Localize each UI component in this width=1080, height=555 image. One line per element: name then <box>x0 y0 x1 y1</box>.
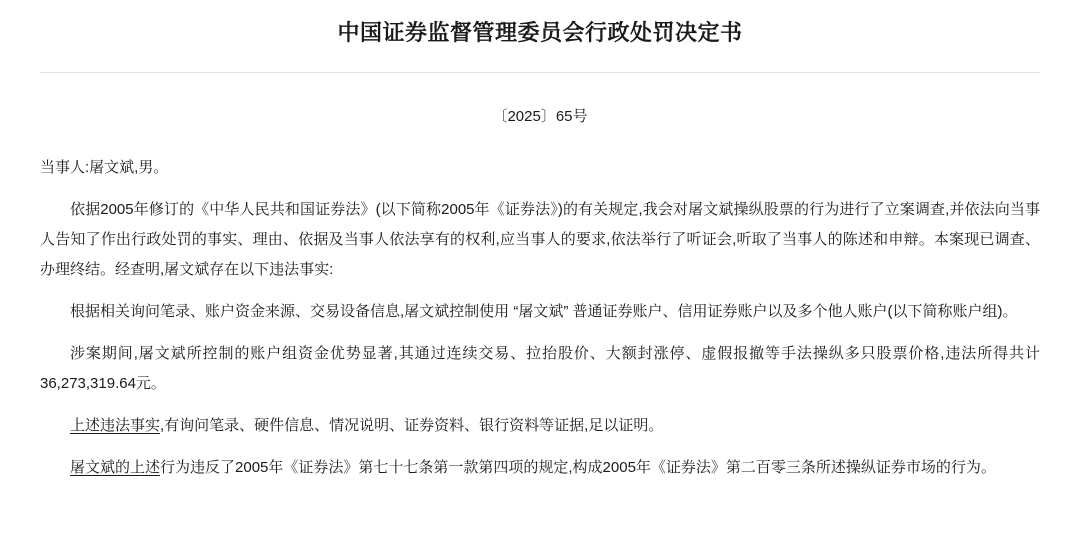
document-body <box>40 153 1040 483</box>
document-number: 〔2025〕65号 <box>492 108 588 125</box>
title-divider <box>40 72 1040 73</box>
page-title: 中国证券监督管理委员会行政处罚决定书 <box>337 20 743 45</box>
paragraph-manipulation: 涉案期间,屠文斌所控制的账户组资金优势显著,其通过连续交易、拉抬股价、大额封涨停、虚假报撤等手法操纵多只股票价格,违法所得共计36,273,319.64元。 <box>40 345 1040 392</box>
evidence-underlined-phrase: 上述违法事实 <box>70 417 161 434</box>
violation-underlined-phrase: 屠文斌的上述 <box>70 459 161 476</box>
paragraph-violation <box>40 453 1040 483</box>
paragraph-party: 当事人:屠文斌,男。 <box>40 159 169 176</box>
paragraph-accounts: 根据相关询问笔录、账户资金来源、交易设备信息,屠文斌控制使用 “屠文斌” 普通证券账户、信用证券账户以及多个他人账户(以下简称账户组)。 <box>70 303 1018 320</box>
evidence-rest-text: ,有询问笔录、硬件信息、情况说明、证券资料、银行资料等证据,足以证明。 <box>160 417 664 434</box>
paragraph-evidence <box>40 411 1040 441</box>
paragraph-basis: 依据2005年修订的《中华人民共和国证券法》(以下简称2005年《证券法》)的有关规定,我会对屠文斌操纵股票的行为进行了立案调查,并依法向当事人告知了作出行政处罚的事实、理由、依据及当事人依法享有的权利,应当事人的要求,依法举行了听证会,听取了当事人的陈述和申辩。本案现已调查、办理终结。经查明,屠文斌存在以下违法事实: <box>40 201 1040 278</box>
violation-rest-text: 行为违反了2005年《证券法》第七十七条第一款第四项的规定,构成2005年《证券法》第二百零三条所述操纵证券市场的行为。 <box>160 459 996 476</box>
